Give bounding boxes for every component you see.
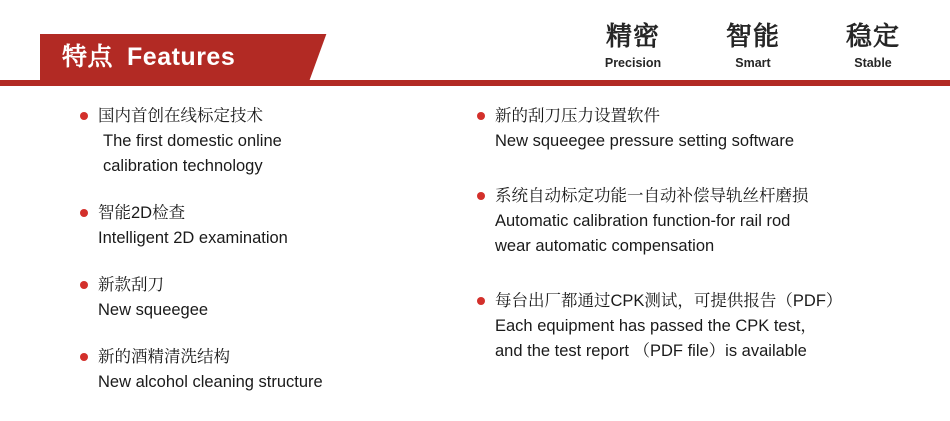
feature-en: New squeegee pressure setting software xyxy=(495,132,794,150)
feature-en: New squeegee xyxy=(98,301,209,319)
feature-en: Intelligent 2D examination xyxy=(98,229,288,247)
feature-en: wear automatic compensation xyxy=(495,237,715,255)
keyword-stable xyxy=(828,20,918,72)
feature-cn: 国内首创在线标定技术 xyxy=(98,107,263,125)
list-item xyxy=(98,345,440,395)
keyword-precision-cn: 精密 xyxy=(605,21,660,51)
feature-en: Automatic calibration function-for rail rod xyxy=(495,212,791,230)
list-item xyxy=(98,273,440,323)
feature-en: New alcohol cleaning structure xyxy=(98,373,323,391)
bullet-icon xyxy=(80,209,88,217)
feature-en: and the test report （PDF file）is available xyxy=(495,342,807,360)
keyword-smart-cn: 智能 xyxy=(725,21,780,51)
keyword-smart xyxy=(708,20,798,72)
feature-cn: 系统自动标定功能一自动补偿导轨丝杆磨损 xyxy=(495,187,809,205)
feature-cn: 每台出厂都通过CPK测试，可提供报告（PDF） xyxy=(495,292,843,310)
bullet-icon xyxy=(477,112,485,120)
bullet-icon xyxy=(80,281,88,289)
keyword-precision-en: Precision xyxy=(604,56,662,70)
bullet-icon xyxy=(80,112,88,120)
list-item xyxy=(495,104,950,154)
page-title-en: Features xyxy=(127,43,236,71)
keyword-group xyxy=(588,20,918,72)
keyword-stable-cn: 稳定 xyxy=(845,21,900,51)
list-item xyxy=(495,184,950,259)
keyword-stable-en: Stable xyxy=(854,56,892,70)
feature-cn: 智能2D检查 xyxy=(98,204,186,222)
keyword-smart-en: Smart xyxy=(735,56,771,70)
feature-column-left xyxy=(0,104,440,417)
feature-en: The first domestic online xyxy=(103,132,282,150)
feature-en: calibration technology xyxy=(103,157,263,175)
bullet-icon xyxy=(80,353,88,361)
feature-cn: 新的酒精清洗结构 xyxy=(98,348,230,366)
header-divider xyxy=(0,80,950,86)
feature-cn: 新款刮刀 xyxy=(98,276,164,294)
page-title xyxy=(62,38,235,76)
keyword-precision xyxy=(588,20,678,72)
list-item xyxy=(98,201,440,251)
list-item xyxy=(495,289,950,364)
slide-header xyxy=(0,0,950,88)
feature-columns xyxy=(0,104,950,417)
bullet-icon xyxy=(477,192,485,200)
feature-en: Each equipment has passed the CPK test， xyxy=(495,317,817,335)
feature-cn: 新的刮刀压力设置软件 xyxy=(495,107,660,125)
bullet-icon xyxy=(477,297,485,305)
list-item xyxy=(98,104,440,179)
feature-column-right xyxy=(440,104,950,417)
page-title-cn: 特点 xyxy=(62,43,114,71)
